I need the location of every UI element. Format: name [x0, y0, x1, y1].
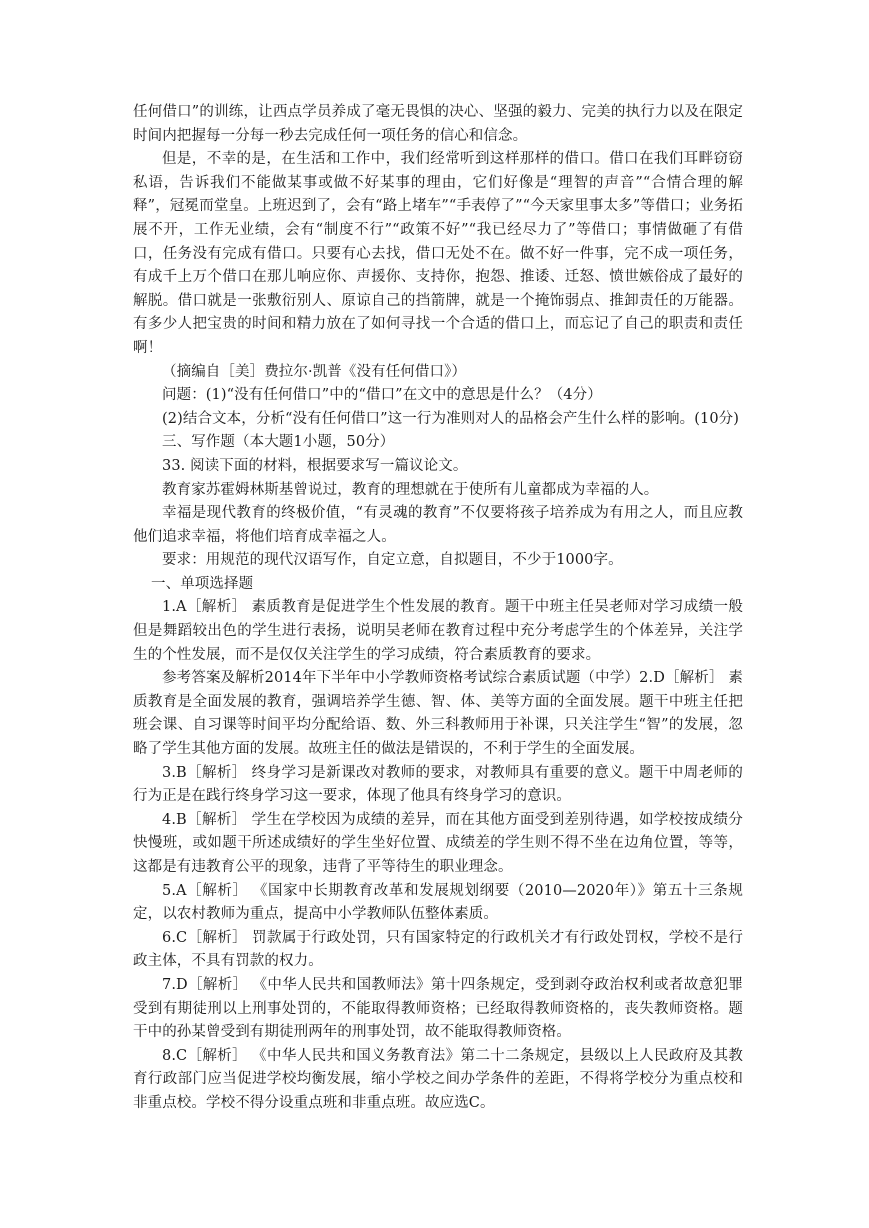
answer-explanation: 4.B［解析］ 学生在学校因为成绩的差异，而在其他方面受到差别待遇，如学校按成绩分快慢班，或如题干所述成绩好的学生坐好位置、成绩差的学生则不得不坐在边角位置，等等，这都是有违教育公平的现象，违背了平等待生的职业理念。 [133, 811, 743, 875]
writing-requirements: 要求：用规范的现代汉语写作，自定立意，自拟题目，不少于1000字。 [162, 552, 623, 569]
answer-explanation: 6.C［解析］ 罚款属于行政处罚，只有国家特定的行政机关才有行政处罚权，学校不是行政主体，不具有罚款的权力。 [133, 929, 743, 970]
answer-explanation: 3.B［解析］ 终身学习是新课改对教师的要求，对教师具有重要的意义。题干中周老师的行为正是在践行终身学习这一要求，体现了他具有终身学习的意识。 [133, 764, 743, 805]
answer-explanation: 8.C［解析］ 《中华人民共和国义务教育法》第二十二条规定，县级以上人民政府及其教育行政部门应当促进学校均衡发展，缩小学校之间办学条件的差距，不得将学校分为重点校和非重点校。学校不得分设重点班和非重点班。故应选C。 [133, 1047, 743, 1111]
source-citation: （摘编自［美］费拉尔·凯普《没有任何借口》） [162, 363, 467, 380]
answer-explanation: 7.D［解析］ 《中华人民共和国教师法》第十四条规定，受到剥夺政治权利或者故意犯罪受到有期徒刑以上刑事处罚的，不能取得教师资格；已经取得教师资格的，丧失教师资格。题干中的孙某曾受到有期徒刑两年的刑事处罚，故不能取得教师资格。 [133, 976, 743, 1041]
question-33: 33. 阅读下面的材料，根据要求写一篇议论文。 [162, 457, 468, 474]
paragraph: 任何借口”的训练，让西点学员养成了毫无畏惧的决心、坚强的毅力、完美的执行力以及在限定时间内把握每一分每一秒去完成任何一项任务的信心和信念。 [133, 104, 743, 144]
document-body [133, 101, 743, 1116]
material-paragraph: 教育家苏霍姆林斯基曾说过，教育的理想就在于使所有儿童都成为幸福的人。 [162, 481, 659, 498]
answer-explanation: 参考答案及解析2014年下半年中小学教师资格考试综合素质试题（中学）2.D［解析］ 素质教育是全面发展的教育，强调培养学生德、智、体、美等方面的全面发展。题干中班主任把班会课、自习课等时间平均分配给语、数、外三科教师用于补课，只关注学生“智”的发展，忽略了学生其他方面的发展。故班主任的做法是错误的，不利于学生的全面发展。 [133, 670, 743, 758]
material-paragraph: 幸福是现代教育的终极价值，“有灵魂的教育”不仅要将孩子培养成为有用之人，而且应教他们追求幸福，将他们培育成幸福之人。 [133, 505, 743, 545]
section-heading-writing: 三、写作题（本大题1小题，50分） [162, 434, 395, 451]
paragraph: 但是，不幸的是，在生活和工作中，我们经常听到这样那样的借口。借口在我们耳畔窃窃私语，告诉我们不能做某事或做不好某事的理由，它们好像是“理智的声音”“合情合理的解释”，冠冕而堂皇。上班迟到了，会有“路上堵车”“手表停了”“今天家里事太多”等借口；业务拓展不开，工作无业绩，会有“制度不行”“政策不好”“我已经尽力了”等借口；事情做砸了有借口，任务没有完成有借口。只要有心去找，借口无处不在。做不好一件事，完不成一项任务，有成千上万个借口在那儿响应你、声援你、支持你，抱怨、推诿、迁怒、愤世嫉俗成了最好的解脱。借口就是一张敷衍别人、原谅自己的挡箭牌，就是一个掩饰弱点、推卸责任的万能器。有多少人把宝贵的时间和精力放在了如何寻找一个合适的借口上，而忘记了自己的职责和责任啊！ [133, 151, 743, 356]
question-2: (2)结合文本，分析“没有任何借口”这一行为准则对人的品格会产生什么样的影响。(10分) [162, 410, 740, 427]
question-1: 问题：(1)“没有任何借口”中的“借口”在文中的意思是什么？（4分） [162, 387, 602, 404]
answer-explanation: 1.A［解析］ 素质教育是促进学生个性发展的教育。题干中班主任吴老师对学习成绩一般但是舞蹈较出色的学生进行表扬，说明吴老师在教育过程中充分考虑学生的个体差异，关注学生的个性发展，而不是仅仅关注学生的学习成绩，符合素质教育的要求。 [133, 599, 743, 663]
answer-explanation: 5.A［解析］ 《国家中长期教育改革和发展规划纲要（2010—2020年）》第五十三条规定，以农村教师为重点，提高中小学教师队伍整体素质。 [133, 882, 743, 923]
section-heading-single-choice: 一、单项选择题 [151, 575, 254, 592]
